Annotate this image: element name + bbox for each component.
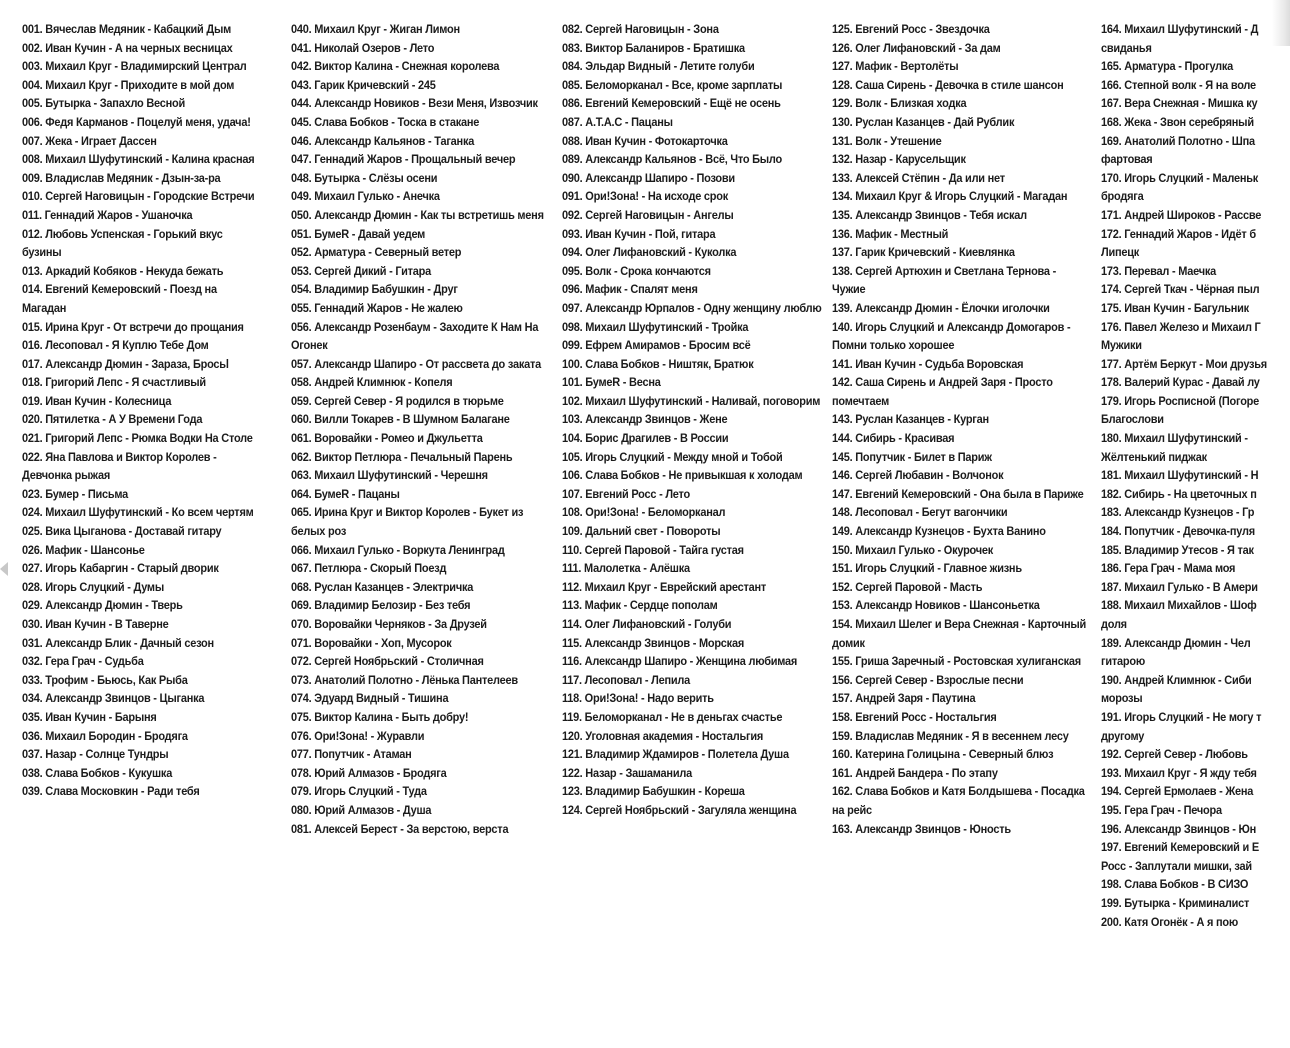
track-item: Мужики: [1101, 338, 1142, 353]
track-item: 180. Михаил Шуфутинский -: [1101, 431, 1248, 446]
track-item: 167. Вера Снежная - Мишка ку: [1101, 96, 1258, 111]
track-item: 172. Геннадий Жаров - Идёт б: [1101, 226, 1256, 241]
track-item: 185. Владимир Утесов - Я так: [1101, 542, 1254, 557]
track-item: 120. Уголовная академия - Ностальгия: [562, 728, 764, 743]
track-item: 101. БумеR - Весна: [562, 375, 661, 390]
track-item: 087. А.Т.А.С - Пацаны: [562, 114, 673, 129]
track-item: 104. Борис Драгилев - В России: [562, 431, 729, 446]
track-item: 173. Перевал - Маечка: [1101, 263, 1217, 278]
track-item: 190. Андрей Климнюк - Сиби: [1101, 672, 1252, 687]
track-item: 156. Сергей Север - Взрослые песни: [832, 672, 1024, 687]
track-item: 056. Александр Розенбаум - Заходите К Нам На Огонек: [291, 319, 539, 353]
track-item: 099. Ефрем Амирамов - Бросим всё: [562, 338, 751, 353]
track-item: 014. Евгений Кемеровский - Поезд на Магадан: [22, 282, 217, 315]
track-item: 118. Ори!Зона! - Надо верить: [562, 691, 714, 706]
track-item: 155. Гриша Заречный - Ростовская хулиганская: [832, 654, 1081, 669]
track-item: морозы: [1101, 691, 1143, 706]
track-item: 036. Михаил Бородин - Бродяга: [22, 728, 188, 743]
track-item: 161. Андрей Бандера - По этапу: [832, 765, 998, 780]
track-item: 080. Юрий Алмазов - Душа: [291, 802, 432, 817]
track-item: 027. Игорь Кабаргин - Старый дворик: [22, 561, 219, 576]
track-item: 070. Воровайки Черняков - За Друзей: [291, 617, 487, 631]
track-item: 075. Виктор Калина - Быть добру!: [291, 709, 469, 724]
track-item: 127. Мафик - Вертолёты: [832, 59, 959, 74]
track-item: 107. Евгений Росс - Лето: [562, 486, 691, 501]
track-item: 137. Гарик Кричевский - Киевлянка: [832, 245, 1015, 260]
track-item: 042. Виктор Калина - Снежная королева: [291, 59, 500, 74]
track-item: 046. Александр Кальянов - Таганка: [291, 133, 475, 148]
track-item: 199. Бутырка - Криминалист: [1101, 895, 1250, 910]
track-item: 151. Игорь Слуцкий - Главное жизнь: [832, 561, 1022, 576]
track-item: 114. Олег Лифановский - Голуби: [562, 617, 732, 631]
track-item: 049. Михаил Гулько - Анечка: [291, 189, 440, 204]
track-item: 178. Валерий Курас - Давай лу: [1101, 375, 1260, 390]
track-item: 088. Иван Кучин - Фотокарточка: [562, 133, 728, 148]
track-item: 068. Руслан Казанцев - Электричка: [291, 579, 474, 594]
track-item: 044. Александр Новиков - Вези Меня, Извозчик: [291, 96, 538, 111]
track-item: 093. Иван Кучин - Пой, гитара: [562, 226, 716, 241]
track-item: 166. Степной волк - Я на воле: [1101, 77, 1256, 92]
track-item: 112. Михаил Круг - Еврейский арестант: [562, 579, 767, 594]
track-item: 045. Слава Бобков - Тоска в стакане: [291, 114, 480, 129]
track-item: бродяга: [1101, 189, 1144, 204]
track-item: 021. Григорий Лепс - Рюмка Водки На Столе: [22, 431, 253, 446]
track-item: 195. Гера Грач - Печора: [1101, 802, 1222, 817]
track-item: 086. Евгений Кемеровский - Ещё не осень: [562, 96, 781, 111]
track-item: 016. Лесоповал - Я Куплю Тебе Дом: [22, 338, 209, 353]
track-item: 017. Александр Дюмин - Зараза, Бросьl: [22, 356, 229, 371]
track-item: 100. Слава Бобков - Ништяк, Братюк: [562, 356, 754, 371]
track-item: 158. Евгений Росс - Ностальгия: [832, 709, 997, 724]
track-item: 122. Назар - Зашаманила: [562, 765, 692, 780]
track-item: 148. Лесоповал - Бегут вагончики: [832, 505, 1008, 520]
track-item: Жёлтенький пиджак: [1101, 449, 1207, 464]
track-item: 147. Евгений Кемеровский - Она была в Париже: [832, 486, 1084, 501]
track-item: 050. Александр Дюмин - Как ты встретишь меня: [291, 207, 544, 222]
track-item: 013. Аркадий Кобяков - Некуда бежать: [22, 263, 224, 278]
track-item: 162. Слава Бобков и Катя Болдышева - Посадка на рейс: [832, 784, 1085, 817]
left-edge-arrow-icon: [0, 562, 8, 576]
track-item: 052. Арматура - Северный ветер: [291, 245, 462, 260]
track-item: 183. Александр Кузнецов - Гр: [1101, 505, 1255, 520]
track-item: фартовая: [1101, 152, 1153, 167]
track-item: 116. Александр Шапиро - Женщина любимая: [562, 654, 798, 669]
track-item: 003. Михаил Круг - Владимирский Централ: [22, 59, 247, 74]
track-item: 091. Ори!Зона! - На исходе срок: [562, 189, 729, 204]
track-item: 128. Саша Сирень - Девочка в стиле шансон: [832, 77, 1064, 92]
track-item: 037. Назар - Солнце Тундры: [22, 747, 169, 762]
track-item: 090. Александр Шапиро - Позови: [562, 170, 735, 185]
track-item: 073. Анатолий Полотно - Лёнька Пантелеев: [291, 672, 518, 687]
track-item: 025. Вика Цыганова - Доставай гитару: [22, 524, 222, 539]
track-item: 064. БумеR - Пацаны: [291, 486, 400, 501]
track-item: 165. Арматура - Прогулка: [1101, 59, 1234, 74]
track-item: 015. Ирина Круг - От встречи до прощания: [22, 319, 244, 334]
track-item: 192. Сергей Север - Любовь: [1101, 747, 1248, 762]
track-item: 010. Сергей Наговицын - Городские Встречи: [22, 189, 255, 204]
track-item: 181. Михаил Шуфутинский - Н: [1101, 468, 1259, 483]
track-item: 129. Волк - Близкая ходка: [832, 96, 967, 111]
track-item: 102. Михаил Шуфутинский - Наливай, поговорим: [562, 393, 821, 408]
track-item: 020. Пятилетка - А У Времени Года: [22, 412, 203, 427]
track-item: 033. Трофим - Бьюсь, Как Рыба: [22, 672, 188, 687]
track-item: 074. Эдуард Видный - Тишина: [291, 691, 449, 706]
track-item: 054. Владимир Бабушкин - Друг: [291, 282, 458, 297]
track-item: 191. Игорь Слуцкий - Не могу т: [1101, 709, 1262, 724]
track-item: 063. Михаил Шуфутинский - Черешня: [291, 468, 488, 483]
track-item: 028. Игорь Слуцкий - Думы: [22, 579, 164, 594]
track-item: 002. Иван Кучин - А на черных весницах: [22, 40, 233, 55]
track-item: 041. Николай Озеров - Лето: [291, 40, 435, 55]
track-item: 174. Сергей Ткач - Чёрная пыл: [1101, 282, 1260, 297]
track-item: 142. Саша Сирень и Андрей Заря - Просто помечтаем: [832, 375, 1053, 408]
track-item: 065. Ирина Круг и Виктор Королев - Букет из белых роз: [291, 505, 524, 539]
track-item: 153. Александр Новиков - Шансоньетка: [832, 598, 1040, 613]
track-item: 084. Эльдар Видный - Летите голуби: [562, 59, 755, 74]
track-item: 144. Сибирь - Красивая: [832, 431, 955, 446]
track-item: 135. Александр Звинцов - Тебя искал: [832, 207, 1027, 222]
track-item: 164. Михаил Шуфутинский - Д: [1101, 22, 1259, 36]
track-item: 039. Слава Московкин - Ради тебя: [22, 784, 200, 799]
track-item: 096. Мафик - Спалят меня: [562, 282, 698, 297]
track-item: 186. Гера Грач - Мама моя: [1101, 561, 1236, 576]
track-item: 146. Сергей Любавин - Волчонок: [832, 468, 1004, 483]
track-item: 130. Руслан Казанцев - Дай Рублик: [832, 114, 1015, 129]
track-item: 123. Владимир Бабушкин - Кореша: [562, 784, 745, 799]
track-item: 005. Бутырка - Запахло Весной: [22, 96, 186, 111]
track-item: 004. Михаил Круг - Приходите в мой дом: [22, 77, 235, 92]
track-item: 060. Вилли Токарев - В Шумном Балагане: [291, 412, 510, 427]
track-column-5: [1101, 20, 1290, 931]
track-item: 154. Михаил Шелег и Вера Снежная - Карточный домик: [832, 617, 1087, 650]
track-item: другому: [1101, 728, 1145, 743]
track-item: 082. Сергей Наговицын - Зона: [562, 22, 719, 36]
track-item: 007. Жека - Играет Дассен: [22, 133, 157, 148]
track-item: 198. Слава Бобков - В СИЗО: [1101, 877, 1249, 892]
track-item: 078. Юрий Алмазов - Бродяга: [291, 765, 447, 780]
track-item: 170. Игорь Слуцкий - Маленьк: [1101, 170, 1259, 185]
track-item: 105. Игорь Слуцкий - Между мной и Тобой: [562, 449, 783, 464]
track-item: свиданья: [1101, 40, 1152, 55]
track-column-3: [562, 20, 823, 820]
track-item: 126. Олег Лифановский - За дам: [832, 40, 1001, 55]
track-item: 038. Слава Бобков - Кукушка: [22, 765, 173, 780]
track-item: 168. Жека - Звон серебряный: [1101, 114, 1254, 129]
track-item: 109. Дальний свет - Повороты: [562, 524, 721, 539]
track-item: 001. Вячеслав Медяник - Кабацкий Дым: [22, 22, 231, 36]
track-item: 094. Олег Лифановский - Куколка: [562, 245, 737, 260]
track-item: 083. Виктор Баланиров - Братишка: [562, 40, 745, 55]
track-item: 157. Андрей Заря - Паутина: [832, 691, 976, 706]
track-item: 111. Малолетка - Алёшка: [562, 561, 690, 576]
track-item: 018. Григорий Лепс - Я счастливый: [22, 375, 206, 390]
track-item: 058. Андрей Климнюк - Копеля: [291, 375, 453, 390]
track-item: 177. Артём Беркут - Мои друзья: [1101, 356, 1267, 371]
track-item: 124. Сергей Ноябрьский - Загуляла женщина: [562, 802, 797, 817]
track-item: 188. Михаил Михайлов - Шоф: [1101, 598, 1257, 613]
track-item: 097. Александр Юрпалов - Одну женщину люблю: [562, 300, 822, 315]
track-item: 131. Волк - Утешение: [832, 133, 942, 148]
track-item: 035. Иван Кучин - Барыня: [22, 709, 157, 724]
track-item: 011. Геннадий Жаров - Ушаночка: [22, 207, 193, 222]
track-item: 006. Федя Карманов - Поцелуй меня, удача!: [22, 114, 251, 129]
track-item: 187. Михаил Гулько - В Амери: [1101, 579, 1258, 594]
track-item: 089. Александр Кальянов - Всё, Что Было: [562, 152, 783, 167]
track-item: 138. Сергей Артюхин и Светлана Тернова - Чужие: [832, 263, 1057, 297]
track-item: 140. Игорь Слуцкий и Александр Домогаров - Помни только хорошее: [832, 319, 1071, 353]
track-item: 113. Мафик - Сердце пополам: [562, 598, 718, 613]
track-item: 095. Волк - Срока кончаются: [562, 263, 711, 278]
track-item: 133. Алексей Стёпин - Да или нет: [832, 170, 1005, 185]
track-item: Благослови: [1101, 412, 1164, 427]
track-item: 132. Назар - Карусельщик: [832, 152, 966, 167]
track-column-4: [832, 20, 1089, 838]
track-item: доля: [1101, 617, 1127, 631]
track-item: 179. Игорь Росписной (Погоре: [1101, 393, 1260, 408]
track-item: 072. Сергей Ноябрьский - Столичная: [291, 654, 484, 669]
track-item: 103. Александр Звинцов - Жене: [562, 412, 728, 427]
track-item: 150. Михаил Гулько - Окурочек: [832, 542, 994, 557]
track-item: 108. Ори!Зона! - Беломорканал: [562, 505, 726, 520]
track-item: 022. Яна Павлова и Виктор Королев - Девчонка рыжая: [22, 449, 217, 483]
track-item: 152. Сергей Паровой - Масть: [832, 579, 983, 594]
track-item: 193. Михаил Круг - Я жду тебя: [1101, 765, 1257, 780]
track-item: 061. Воровайки - Ромео и Джульетта: [291, 431, 483, 446]
track-item: 030. Иван Кучин - В Таверне: [22, 617, 169, 631]
track-item: 053. Сергей Дикий - Гитара: [291, 263, 431, 278]
track-item: 047. Геннадий Жаров - Прощальный вечер: [291, 152, 516, 167]
track-item: 169. Анатолий Полотно - Шпа: [1101, 133, 1255, 148]
track-item: 182. Сибирь - На цветочных п: [1101, 486, 1257, 501]
track-item: 200. Катя Огонёк - А я пою: [1101, 914, 1239, 929]
track-item: 143. Руслан Казанцев - Курган: [832, 412, 989, 427]
track-item: 171. Андрей Широков - Рассве: [1101, 207, 1262, 222]
track-item: 076. Ори!Зона! - Журавли: [291, 728, 425, 743]
track-item: 085. Беломорканал - Все, кроме зарплаты: [562, 77, 783, 92]
track-item: 055. Геннадий Жаров - Не жалею: [291, 300, 463, 315]
track-item: 043. Гарик Кричевский - 245: [291, 77, 436, 92]
track-item: 139. Александр Дюмин - Ёлочки иголочки: [832, 300, 1050, 315]
track-item: 121. Владимир Ждамиров - Полетела Душа: [562, 747, 789, 762]
track-item: 066. Михаил Гулько - Воркута Ленинград: [291, 542, 505, 557]
track-item: 048. Бутырка - Слёзы осени: [291, 170, 438, 185]
track-item: гитарою: [1101, 654, 1145, 669]
track-item: 176. Павел Железо и Михаил Г: [1101, 319, 1261, 334]
track-item: 149. Александр Кузнецов - Бухта Ванино: [832, 524, 1046, 539]
track-item: Липецк: [1101, 245, 1140, 260]
track-item: 069. Владимир Белозир - Без тебя: [291, 598, 471, 613]
track-item: 106. Слава Бобков - Не привыкшая к холодам: [562, 468, 803, 483]
track-item: 141. Иван Кучин - Судьба Воровская: [832, 356, 1024, 371]
track-item: 031. Александр Блик - Дачный сезон: [22, 635, 214, 650]
track-item: 023. Бумер - Письма: [22, 486, 129, 501]
track-item: 119. Беломорканал - Не в деньгах счастье: [562, 709, 783, 724]
track-item: 034. Александр Звинцов - Цыганка: [22, 691, 205, 706]
track-item: 163. Александр Звинцов - Юность: [832, 821, 1011, 836]
track-item: 077. Попутчик - Атаман: [291, 747, 412, 762]
track-item: 196. Александр Звинцов - Юн: [1101, 821, 1257, 836]
track-item: 040. Михаил Круг - Жиган Лимон: [291, 22, 460, 36]
track-item: 189. Александр Дюмин - Чел: [1101, 635, 1251, 650]
track-item: 012. Любовь Успенская - Горький вкус бузины: [22, 226, 223, 260]
track-item: Росс - Заплутали мишки, зай: [1101, 858, 1252, 873]
track-column-2: [291, 20, 550, 838]
track-item: 134. Михаил Круг & Игорь Слуцкий - Магадан: [832, 189, 1068, 204]
track-item: 194. Сергей Ермолаев - Жена: [1101, 784, 1254, 799]
track-item: 029. Александр Дюмин - Тверь: [22, 598, 183, 613]
track-item: 032. Гера Грач - Судьба: [22, 654, 144, 669]
track-item: 071. Воровайки - Хоп, Мусорок: [291, 635, 452, 650]
track-item: 067. Петлюра - Скорый Поезд: [291, 561, 447, 576]
track-column-1: [22, 20, 263, 801]
track-item: 125. Евгений Росс - Звездочка: [832, 22, 990, 36]
track-item: 160. Катерина Голицына - Северный блюз: [832, 747, 1054, 762]
track-item: 008. Михаил Шуфутинский - Калина красная: [22, 152, 255, 167]
track-item: 110. Сергей Паровой - Тайга густая: [562, 542, 744, 557]
track-item: 079. Игорь Слуцкий - Туда: [291, 784, 427, 799]
track-item: 081. Алексей Берест - За верстою, верста: [291, 821, 509, 836]
track-item: 197. Евгений Кемеровский и Е: [1101, 840, 1259, 855]
track-item: 184. Попутчик - Девочка-пуля: [1101, 524, 1255, 539]
track-item: 092. Сергей Наговицын - Ангелы: [562, 207, 734, 222]
track-item: 175. Иван Кучин - Багульник: [1101, 300, 1249, 315]
track-item: 117. Лесоповал - Лепила: [562, 672, 691, 687]
track-item: 024. Михаил Шуфутинский - Ко всем чертям: [22, 505, 254, 520]
track-item: 009. Владислав Медяник - Дзын-за-ра: [22, 170, 221, 185]
track-item: 159. Владислав Медяник - Я в весеннем лесу: [832, 728, 1069, 743]
track-item: 026. Мафик - Шансонье: [22, 542, 145, 557]
track-item: 098. Михаил Шуфутинский - Тройка: [562, 319, 749, 334]
track-item: 145. Попутчик - Билет в Париж: [832, 449, 992, 464]
track-item: 059. Сергей Север - Я родился в тюрьме: [291, 393, 504, 408]
track-item: 115. Александр Звинцов - Морская: [562, 635, 744, 650]
track-item: 019. Иван Кучин - Колесница: [22, 393, 172, 408]
track-item: 062. Виктор Петлюра - Печальный Парень: [291, 449, 513, 464]
track-item: 051. БумеR - Давай уедем: [291, 226, 426, 241]
track-item: 136. Мафик - Местный: [832, 226, 949, 241]
track-item: 057. Александр Шапиро - От рассвета до заката: [291, 356, 541, 371]
